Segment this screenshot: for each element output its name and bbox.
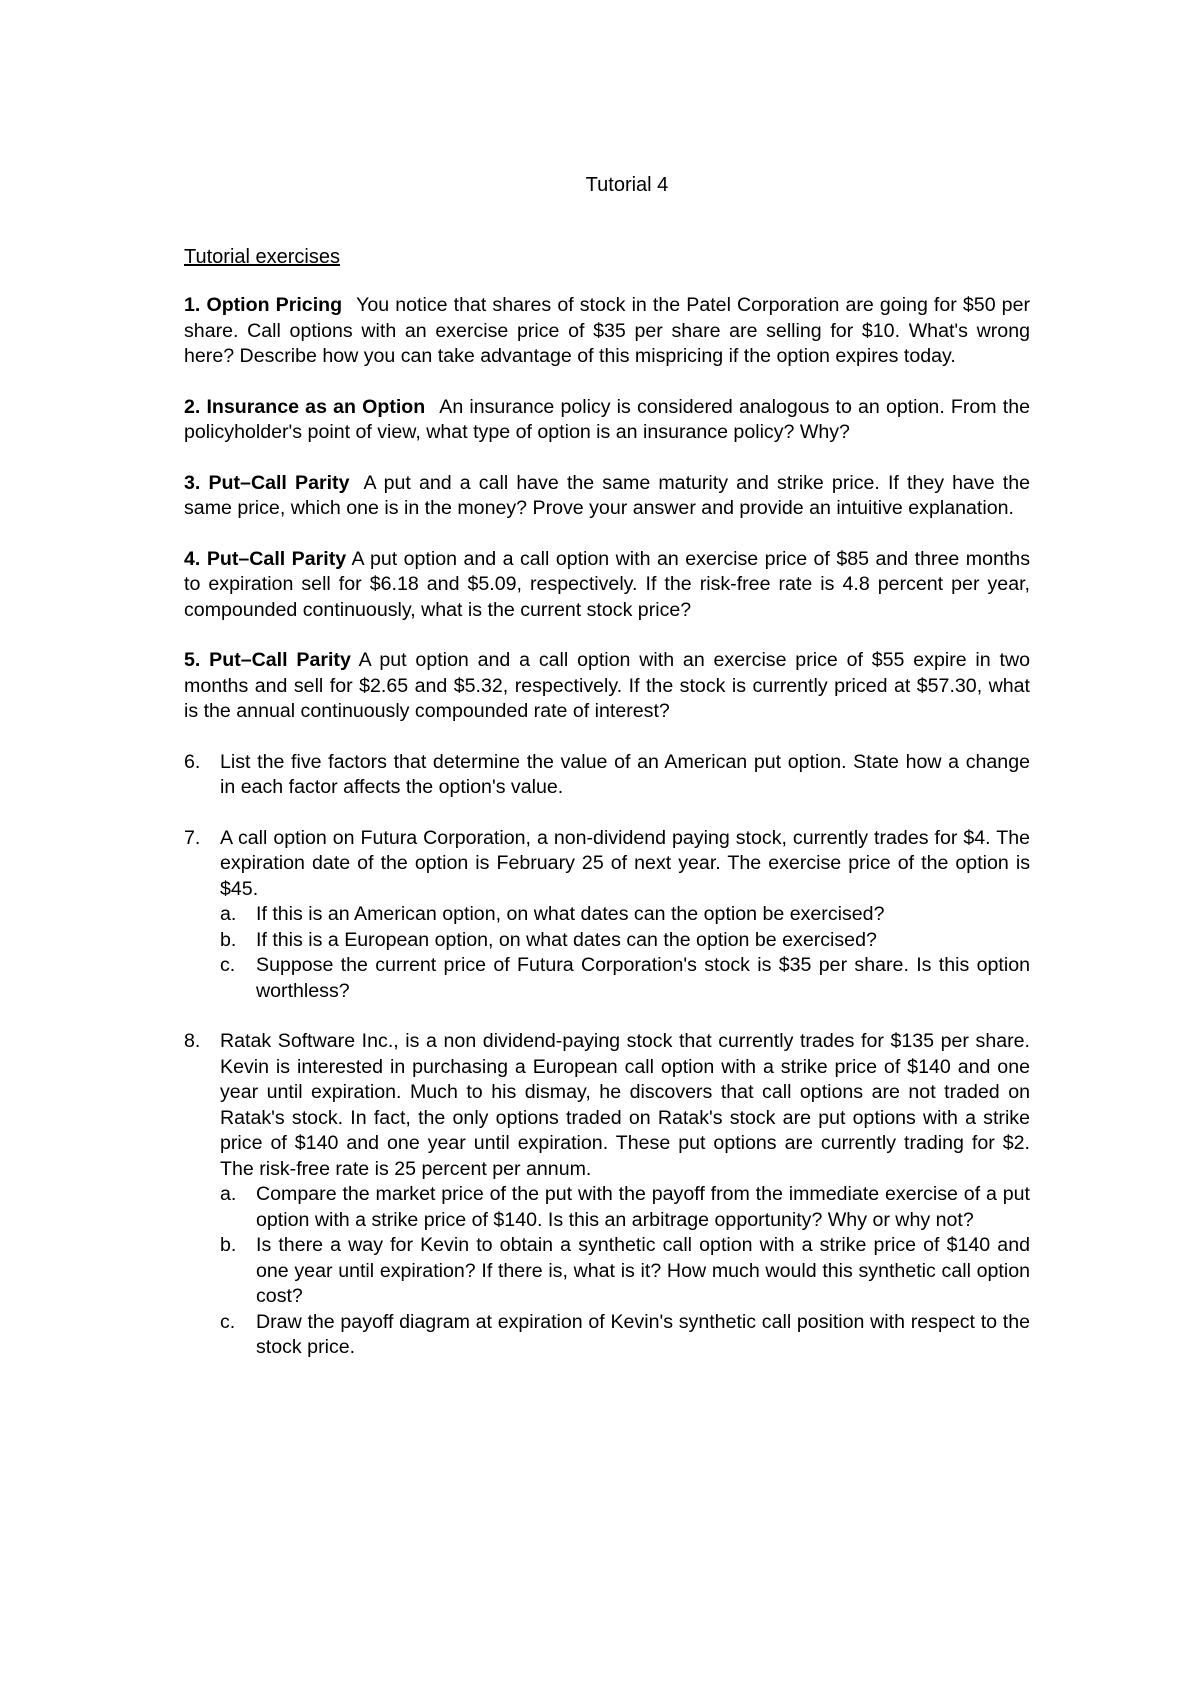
question-8a xyxy=(220,1182,1030,1233)
question-6-number: 6. xyxy=(184,750,201,773)
question-7a-text: If this is an American option, on what dates can the option be exercised? xyxy=(256,903,885,925)
question-8a-text: Compare the market price of the put with the payoff from the immediate exercise of a put option with a strike price of $140. Is this an arbitrage opportunity? Why or why not? xyxy=(256,1183,1030,1231)
question-1-number: 1. xyxy=(184,294,201,316)
question-8c xyxy=(220,1310,1030,1361)
question-7c-letter: c. xyxy=(220,954,236,976)
question-7a xyxy=(220,902,1030,928)
question-5-topic: Put–Call Parity xyxy=(209,649,351,671)
question-7c-text: Suppose the current price of Futura Corporation's stock is $35 per share. Is this option worthless? xyxy=(256,954,1030,1002)
question-8 xyxy=(184,1029,1030,1361)
question-2-number: 2. xyxy=(184,395,201,418)
question-7b-letter: b. xyxy=(220,928,237,951)
question-8b xyxy=(220,1233,1030,1310)
question-6-text: List the five factors that determine the value of an American put option. State how a change in each factor affects the option's value. xyxy=(220,750,1030,798)
question-2 xyxy=(184,395,1030,446)
question-7a-letter: a. xyxy=(220,903,237,925)
question-3-text: A put and a call have the same maturity and strike price. If they have the same price, which one is in the money? Prove your answer and provide an intuitive explanation. xyxy=(184,471,1030,519)
question-2-text: An insurance policy is considered analogous to an option. From the policyholder's point of view, what type of option is an insurance policy? Why? xyxy=(184,395,1030,443)
question-3-topic: Put–Call Parity xyxy=(208,471,350,494)
question-7b-text: If this is a European option, on what dates can the option be exercised? xyxy=(256,928,877,951)
question-7-text: A call option on Futura Corporation, a non-dividend paying stock, currently trades for $4. The expiration date of the option is February 25 of next year. The exercise price of the option is $45. xyxy=(220,826,1030,900)
question-1-text: You notice that shares of stock in the Patel Corporation are going for $50 per share. Call options with an exercise price of $35 per share are selling for $10. What's wrong here? Describe how you can take advantage of this mispricing if the option expires today. xyxy=(184,294,1031,367)
question-1-topic: Option Pricing xyxy=(206,294,343,316)
question-1 xyxy=(184,293,1030,370)
question-8-text: Ratak Software Inc., is a non dividend-paying stock that currently trades for $135 per share. Kevin is interested in purchasing a European call option with a strike price of $140 and one year until expiration. Much to his dismay, he discovers that call options are not traded on Ratak's stock. In fact, the only options traded on Ratak's stock are put options with a strike price of $140 and one year until expiration. These put options are currently trading for $2. The risk-free rate is 25 percent per annum. xyxy=(220,1030,1030,1180)
question-7-number: 7. xyxy=(184,826,201,849)
question-8a-letter: a. xyxy=(220,1183,237,1205)
question-4-topic: Put–Call Parity xyxy=(206,547,347,570)
question-5-number: 5. xyxy=(184,649,201,671)
question-4-number: 4. xyxy=(184,547,201,570)
question-8b-text: Is there a way for Kevin to obtain a synthetic call option with a strike price of $140 and one year until expiration? If there is, what is it? How much would this synthetic call option cost? xyxy=(256,1234,1030,1307)
question-7b xyxy=(220,928,1030,954)
question-6 xyxy=(184,750,1030,801)
question-5-text: A put option and a call option with an exercise price of $55 expire in two months and sell for $2.65 and $5.32, respectively. If the stock is currently priced at $57.30, what is the annual continuously compounded rate of interest? xyxy=(184,649,1030,722)
question-3 xyxy=(184,471,1030,522)
question-3-number: 3. xyxy=(184,471,201,494)
question-7c xyxy=(220,953,1030,1004)
question-8c-letter: c. xyxy=(220,1310,236,1333)
question-4-text: A put option and a call option with an exercise price of $85 and three months to expiration sell for $6.18 and $5.09, respectively. If the risk-free rate is 4.8 percent per year, compounded continuously, what is the current stock price? xyxy=(184,547,1030,621)
question-2-topic: Insurance as an Option xyxy=(206,395,426,418)
question-7 xyxy=(184,826,1030,1005)
question-4 xyxy=(184,547,1030,624)
question-8c-text: Draw the payoff diagram at expiration of Kevin's synthetic call position with respect to the stock price. xyxy=(256,1310,1030,1358)
question-8-number: 8. xyxy=(184,1030,201,1052)
question-8b-letter: b. xyxy=(220,1234,237,1256)
document-title: Tutorial 4 xyxy=(585,174,669,196)
section-heading: Tutorial exercises xyxy=(184,245,340,268)
question-5 xyxy=(184,648,1030,725)
